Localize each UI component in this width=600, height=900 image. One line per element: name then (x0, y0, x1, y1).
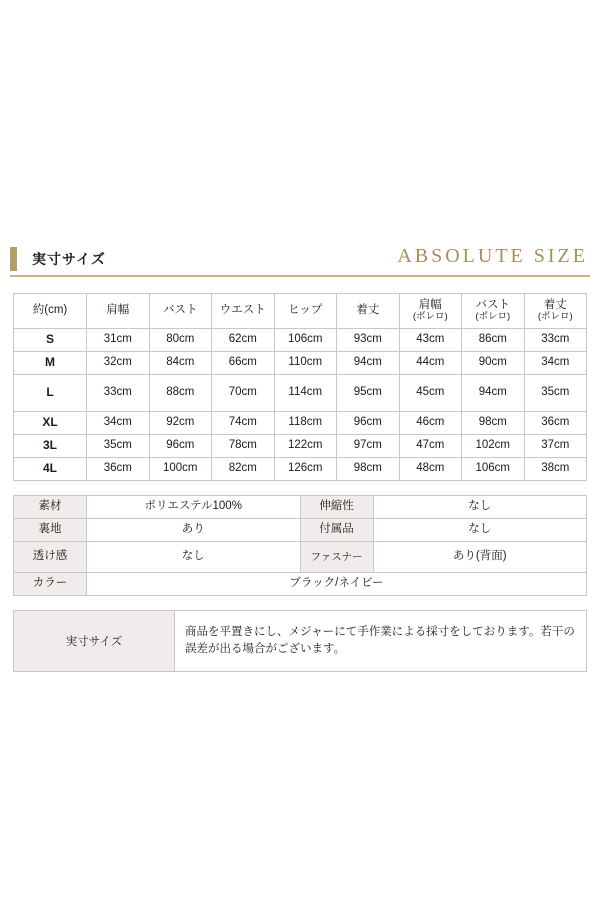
measurement-cell: 43cm (399, 329, 462, 352)
header-main-label: 肩幅 (106, 304, 130, 317)
header-sub-label: (ボレロ) (537, 311, 573, 323)
measurement-cell: 74cm (212, 412, 275, 435)
spec-key-sheerness: 透け感 (14, 542, 87, 573)
measurement-cell: 100cm (149, 458, 212, 481)
note-label: 実寸サイズ (14, 611, 175, 672)
spec-value-sheerness: なし (87, 542, 301, 573)
measurement-cell: 36cm (524, 412, 587, 435)
spec-row-color (14, 573, 587, 596)
size-label: S (14, 329, 87, 352)
measurement-cell: 32cm (87, 352, 150, 375)
measurement-cell: 88cm (149, 375, 212, 412)
measurement-cell: 106cm (274, 329, 337, 352)
measurement-cell: 96cm (337, 412, 400, 435)
measurement-cell: 37cm (524, 435, 587, 458)
measurement-cell: 80cm (149, 329, 212, 352)
spec-key-color: カラー (14, 573, 87, 596)
measurement-cell: 93cm (337, 329, 400, 352)
measurement-cell: 90cm (462, 352, 525, 375)
measurement-cell: 118cm (274, 412, 337, 435)
table-header-cell (399, 294, 462, 329)
measurement-cell: 46cm (399, 412, 462, 435)
spec-key-zipper: ファスナー (300, 542, 373, 573)
measurement-cell: 70cm (212, 375, 275, 412)
measurement-cell: 96cm (149, 435, 212, 458)
measurement-cell: 35cm (524, 375, 587, 412)
measurement-cell: 82cm (212, 458, 275, 481)
table-header-cell (14, 294, 87, 329)
header-sub-label: (ボレロ) (412, 311, 448, 323)
header-main-label: バスト (475, 298, 510, 311)
size-label: L (14, 375, 87, 412)
measurement-table (13, 293, 587, 481)
measurement-cell: 94cm (337, 352, 400, 375)
measurement-cell: 97cm (337, 435, 400, 458)
header-accent-bar (10, 247, 17, 271)
table-row (14, 352, 587, 375)
measurement-cell: 84cm (149, 352, 212, 375)
measurement-cell: 102cm (462, 435, 525, 458)
measurement-cell: 106cm (462, 458, 525, 481)
measurement-cell: 114cm (274, 375, 337, 412)
size-label: M (14, 352, 87, 375)
measurement-cell: 45cm (399, 375, 462, 412)
spec-value-accessory: なし (373, 519, 587, 542)
header-english-title: ABSOLUTE SIZE (397, 245, 588, 267)
measurement-cell: 33cm (87, 375, 150, 412)
header-sub-label: (ボレロ) (475, 311, 511, 323)
spec-value-lining: あり (87, 519, 301, 542)
table-header-cell (212, 294, 275, 329)
measurement-cell: 44cm (399, 352, 462, 375)
measurement-cell: 66cm (212, 352, 275, 375)
table-header-row (14, 294, 587, 329)
header-main-label: 肩幅 (418, 298, 442, 311)
measurement-cell: 92cm (149, 412, 212, 435)
header-main-label: 着丈 (356, 304, 380, 317)
measurement-cell: 36cm (87, 458, 150, 481)
measurement-cell: 122cm (274, 435, 337, 458)
measurement-cell: 78cm (212, 435, 275, 458)
table-header-cell (274, 294, 337, 329)
measurement-cell: 38cm (524, 458, 587, 481)
spec-key-stretch: 伸縮性 (300, 496, 373, 519)
table-row (14, 412, 587, 435)
table-header-cell (462, 294, 525, 329)
measurement-cell: 31cm (87, 329, 150, 352)
spec-row-material (14, 496, 587, 519)
spec-value-zipper: あり(背面) (373, 542, 587, 573)
size-label: 3L (14, 435, 87, 458)
section-header (10, 243, 590, 277)
note-text: 商品を平置きにし、メジャーにて手作業による採寸をしております。若干の誤差が出る場合がございます。 (175, 611, 587, 672)
table-header-cell (87, 294, 150, 329)
measurement-cell: 126cm (274, 458, 337, 481)
header-main-label: 着丈 (543, 298, 567, 311)
measurement-cell: 34cm (524, 352, 587, 375)
measurement-cell: 48cm (399, 458, 462, 481)
measurement-cell: 94cm (462, 375, 525, 412)
size-label: XL (14, 412, 87, 435)
measurement-cell: 110cm (274, 352, 337, 375)
table-header-cell (524, 294, 587, 329)
measurement-cell: 98cm (462, 412, 525, 435)
spec-key-material: 素材 (14, 496, 87, 519)
table-row (14, 435, 587, 458)
measurement-cell: 95cm (337, 375, 400, 412)
measurement-cell: 35cm (87, 435, 150, 458)
specification-table (13, 495, 587, 596)
header-divider (10, 275, 590, 277)
header-main-label: ヒップ (288, 304, 323, 317)
measurement-cell: 34cm (87, 412, 150, 435)
spec-value-material: ポリエステル100% (87, 496, 301, 519)
measurement-note-table (13, 610, 587, 672)
note-row (14, 611, 587, 672)
measurement-cell: 33cm (524, 329, 587, 352)
measurement-cell: 86cm (462, 329, 525, 352)
header-main-label: ウエスト (219, 304, 266, 317)
spec-key-lining: 裏地 (14, 519, 87, 542)
measurement-cell: 47cm (399, 435, 462, 458)
page-title: 実寸サイズ (32, 251, 106, 267)
spec-row-sheerness (14, 542, 587, 573)
table-row (14, 375, 587, 412)
spec-value-color: ブラック/ネイビー (87, 573, 587, 596)
spec-value-stretch: なし (373, 496, 587, 519)
size-label: 4L (14, 458, 87, 481)
table-row (14, 458, 587, 481)
table-row (14, 329, 587, 352)
table-header-cell (337, 294, 400, 329)
header-main-label: 約(cm) (32, 304, 68, 317)
spec-row-lining (14, 519, 587, 542)
table-header-cell (149, 294, 212, 329)
measurement-cell: 62cm (212, 329, 275, 352)
measurement-cell: 98cm (337, 458, 400, 481)
header-main-label: バスト (163, 304, 198, 317)
spec-key-accessory: 付属品 (300, 519, 373, 542)
